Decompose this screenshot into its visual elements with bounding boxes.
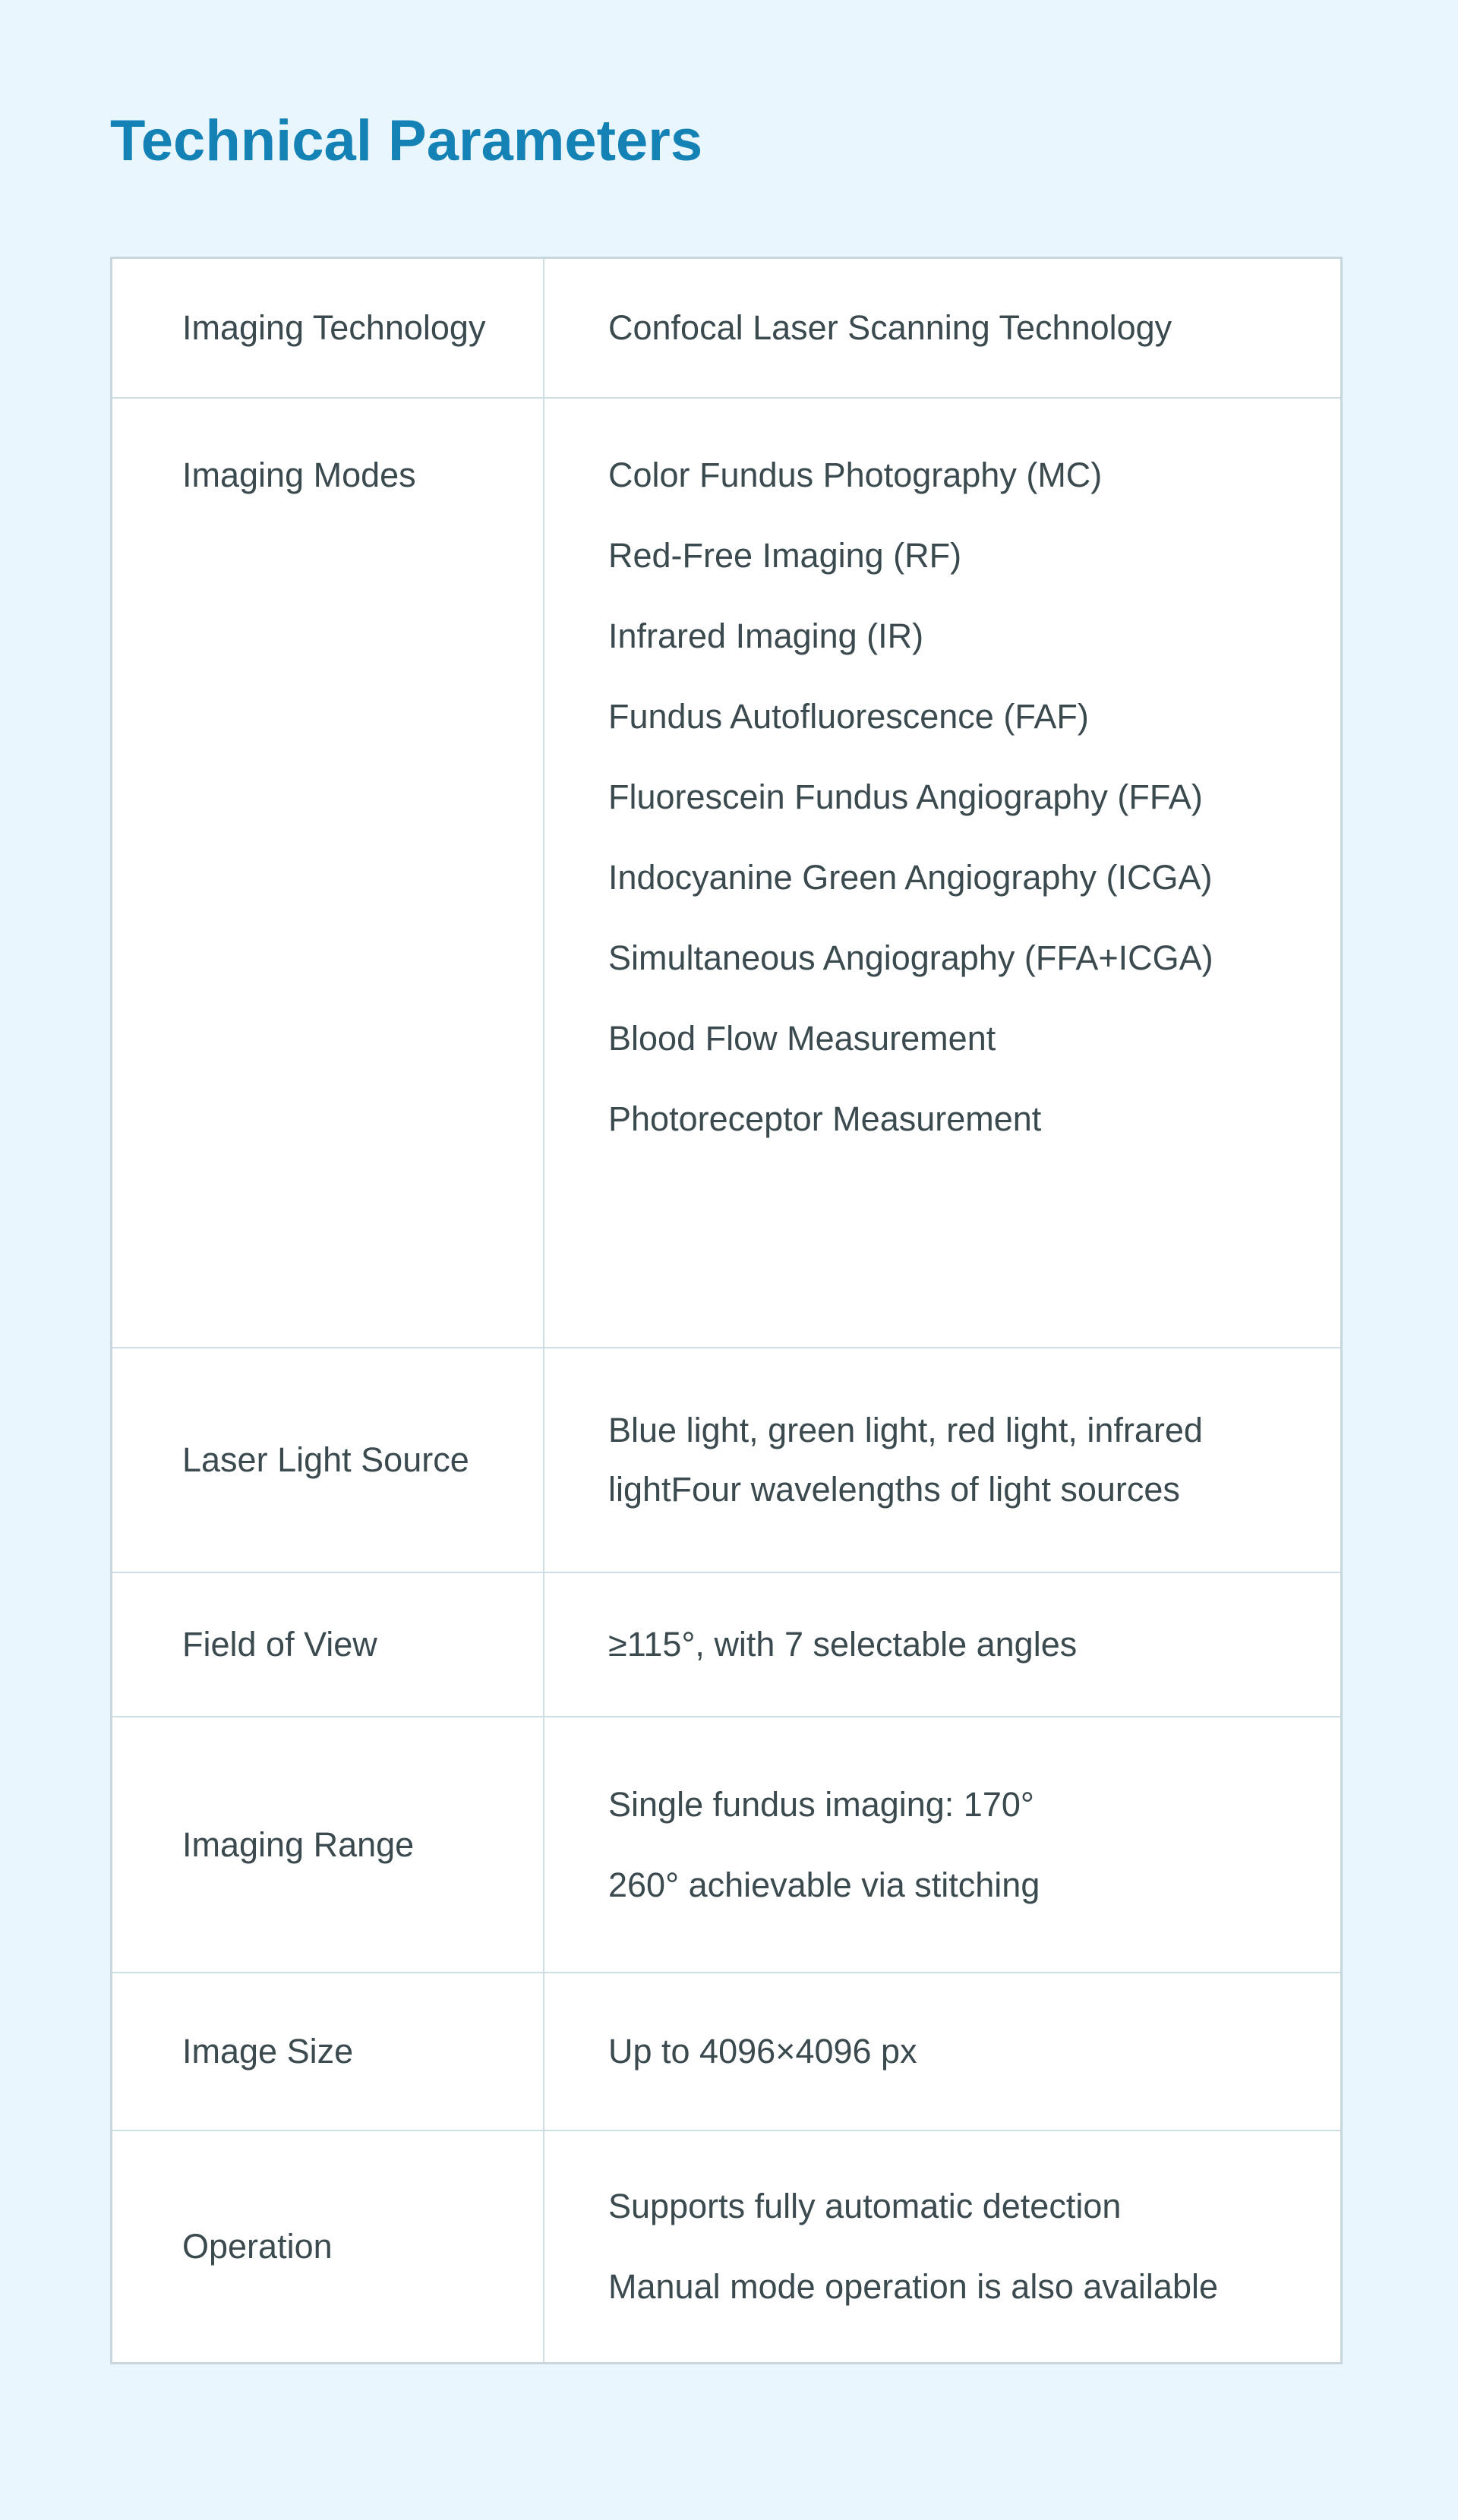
- value-line: Blue light, green light, red light, infrared: [608, 1411, 1203, 1449]
- row-value: [544, 1348, 1340, 1572]
- row-label: [112, 2131, 544, 2362]
- row-value: [544, 399, 1340, 1347]
- row-value: [544, 2131, 1340, 2362]
- table-row-imaging-range: [112, 1716, 1340, 1972]
- value-line: Single fundus imaging: 170°: [608, 1784, 1034, 1824]
- page-title: Technical Parameters: [110, 109, 703, 173]
- value-line: Indocyanine Green Angiography (ICGA): [608, 858, 1213, 897]
- value-line: Up to 4096×4096 px: [608, 2032, 917, 2071]
- row-label-text: Image Size: [182, 2032, 354, 2071]
- row-label-text: Laser Light Source: [182, 1440, 469, 1479]
- table-row-field-of-view: [112, 1572, 1340, 1716]
- value-line: Color Fundus Photography (MC): [608, 456, 1103, 494]
- row-label: [112, 1717, 544, 1972]
- value-line: Photoreceptor Measurement: [608, 1099, 1042, 1138]
- row-label: [112, 1573, 544, 1716]
- row-value: [544, 1717, 1340, 1972]
- value-line: Manual mode operation is also available: [608, 2267, 1218, 2306]
- row-value: [544, 259, 1340, 397]
- row-label-text: Imaging Range: [182, 1825, 415, 1864]
- value-line: Blood Flow Measurement: [608, 1019, 996, 1058]
- value-line: Fundus Autofluorescence (FAF): [608, 697, 1089, 736]
- value-line: Supports fully automatic detection: [608, 2187, 1122, 2225]
- row-label-text: Operation: [182, 2227, 333, 2266]
- row-label-text: Imaging Modes: [182, 456, 416, 494]
- value-line: ≥115°, with 7 selectable angles: [608, 1625, 1078, 1664]
- table-row-imaging-modes: [112, 397, 1340, 1347]
- value-line: 260° achievable via stitching: [608, 1865, 1040, 1904]
- row-label: [112, 399, 544, 1347]
- row-value: [544, 1573, 1340, 1716]
- value-line: Simultaneous Angiography (FFA+ICGA): [608, 938, 1213, 977]
- value-line: Fluorescein Fundus Angiography (FFA): [608, 777, 1203, 816]
- value-line: Infrared Imaging (IR): [608, 617, 924, 655]
- row-value: [544, 1973, 1340, 2130]
- table-row-image-size: [112, 1972, 1340, 2130]
- table-row-imaging-technology: [112, 259, 1340, 397]
- row-label: [112, 1348, 544, 1572]
- row-label: [112, 259, 544, 397]
- technical-parameters-table: [110, 257, 1343, 2364]
- value-line: Red-Free Imaging (RF): [608, 536, 962, 575]
- table-row-operation: [112, 2130, 1340, 2362]
- table-row-laser-light-source: [112, 1347, 1340, 1572]
- row-label: [112, 1973, 544, 2130]
- value-line: Confocal Laser Scanning Technology: [608, 308, 1172, 347]
- row-label-text: Field of View: [182, 1625, 377, 1664]
- row-label-text: Imaging Technology: [182, 308, 486, 347]
- value-line: lightFour wavelengths of light sources: [608, 1470, 1180, 1509]
